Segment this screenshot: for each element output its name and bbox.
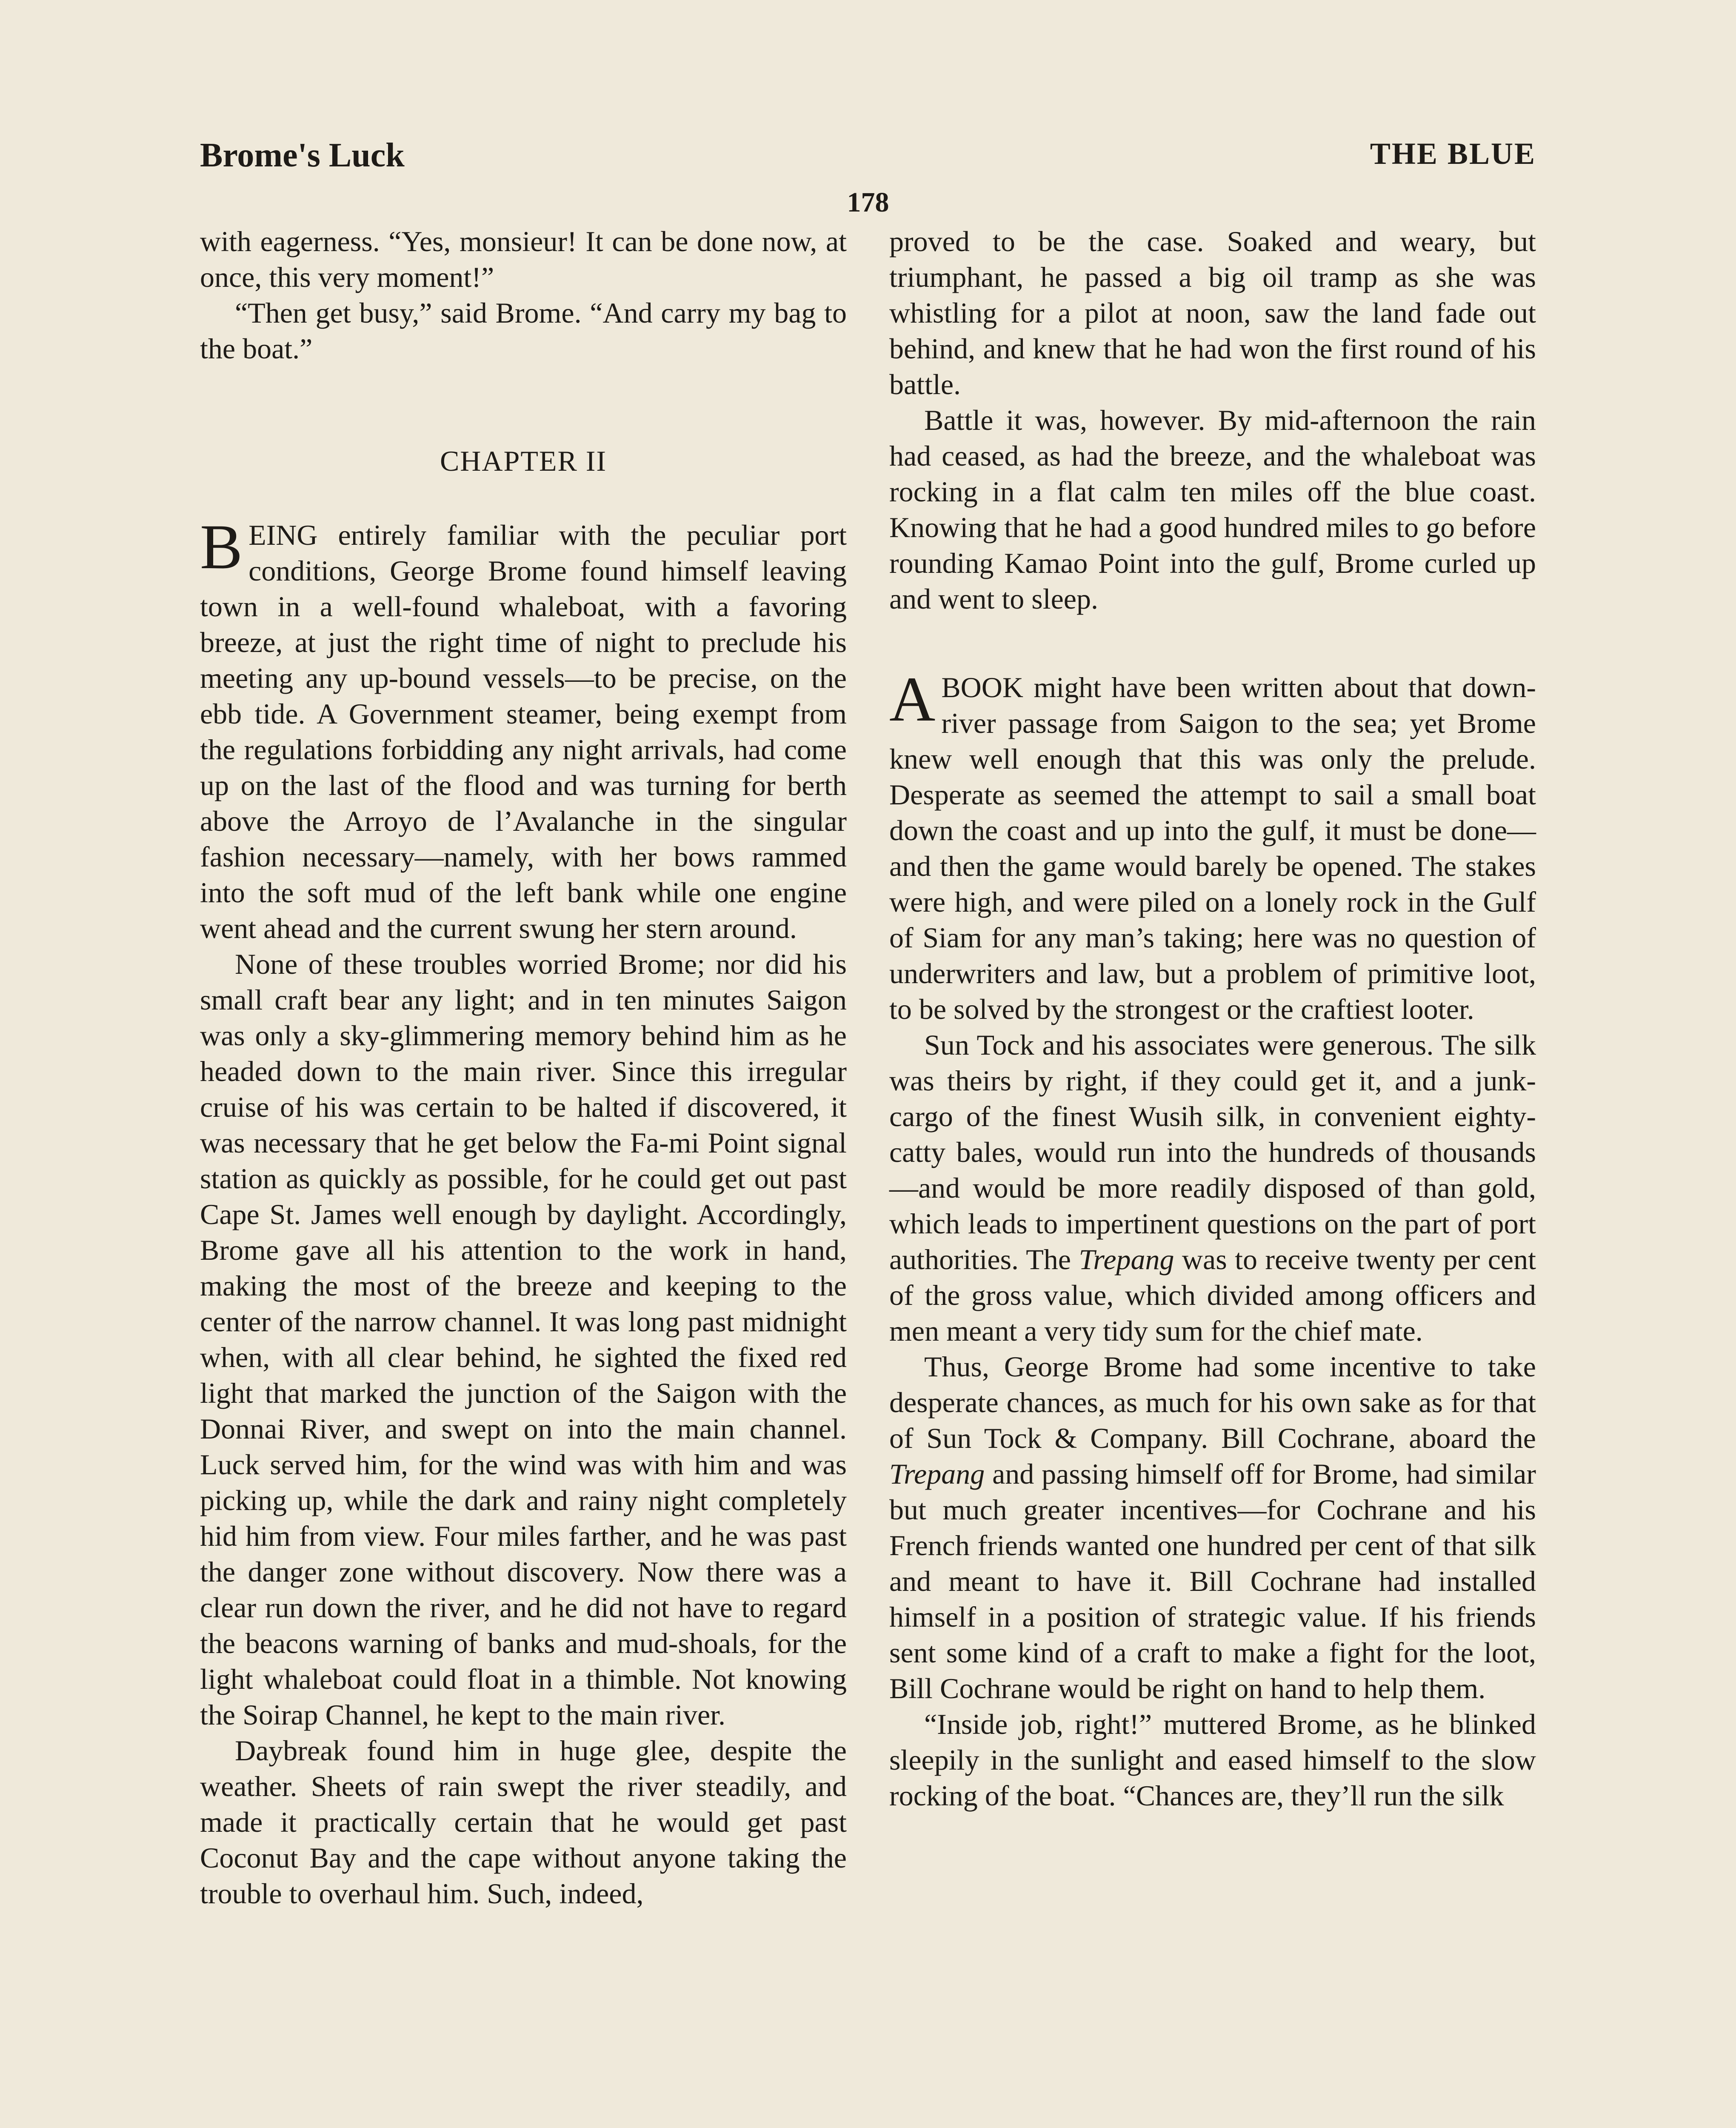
paragraph	[889, 1349, 1536, 1706]
left-column	[200, 223, 847, 1911]
paragraph-text: EING entirely familiar with the peculiar port conditions, George Brome found himself leaving town in a well-found whaleboat, with a favoring breeze, at just the right time of night to preclude his meeting any up-bound vessels—to be precise, on the ebb tide. A Government steamer, being exempt from the regulations forbidding any night arrivals, had come up on the last of the flood and was turning for berth above the Arroyo de l’Avalanche in the singular fashion necessary—namely, with her bows rammed into the soft mud of the left bank while one engine went ahead and the current swung her stern around.	[200, 519, 847, 944]
paragraph-text: was to receive twenty per cent of the gross value, which divided among officers and men meant a very tidy sum for the chief mate.	[889, 1243, 1536, 1347]
magazine-title-header: THE BLUE	[1370, 137, 1536, 171]
story-title-header: Brome's Luck	[200, 137, 405, 174]
paragraph-text: Thus, George Brome had some incentive to take desperate chances, as much for his own sake as for that of Sun Tock & Company. Bill Cochrane, aboard the	[889, 1350, 1536, 1454]
right-column	[889, 223, 1536, 1813]
paragraph-text: and passing himself off for Brome, had similar but much greater incentives—for Cochrane and his French friends wanted one hundred per cent of that silk and meant to have it. Bill Cochrane had installed himself in a position of strategic value. If his friends sent some kind of a craft to make a fight for the loot, Bill Cochrane would be right on hand to help them.	[889, 1458, 1536, 1705]
chapter-heading: CHAPTER II	[440, 445, 607, 477]
paragraph-text: BOOK might have been written about that down-river passage from Saigon to the sea; yet Brome knew well enough that this was only the prelude. Desperate as seemed the attempt to sail a small boat down the coast and up into the gulf, it must be done—and then the game would barely be opened. The stakes were high, and were piled on a lonely rock in the Gulf of Siam for any man’s taking; here was no question of underwriters and law, but a problem of primitive loot, to be solved by the strongest or the craftiest looter.	[889, 671, 1536, 1025]
paragraph: None of these troubles worried Brome; nor did his small craft bear any light; and in ten minutes Saigon was only a sky-glimmering memory behind him as he headed down to the main river. Since this irregular cruise of his was certain to be halted if discovered, it was necessary that he get below the Fa-mi Point signal station as quickly as possible, for he could get out past Cape St. James well enough by daylight. Accordingly, Brome gave all his attention to the work in hand, making the most of the breeze and keeping to the center of the narrow channel. It was long past midnight when, with all clear behind, he sighted the fixed red light that marked the junction of the Saigon with the Donnai River, and swept on into the main channel. Luck served him, for the wind was with him and was picking up, while the dark and rainy night completely hid him from view. Four miles farther, and he was past the danger zone without discovery. Now there was a clear run down the river, and he did not have to regard the beacons warning of banks and mud-shoals, for the light whaleboat could float in a thimble. Not knowing the Soirap Channel, he kept to the main river.	[200, 948, 847, 1731]
page-number: 178	[847, 187, 889, 218]
ship-name: Trepang	[1079, 1243, 1174, 1276]
paragraph: “Then get busy,” said Brome. “And carry my bag to the boat.”	[200, 297, 847, 365]
running-header	[200, 136, 1536, 187]
paragraph: Battle it was, however. By mid-afternoon the rain had ceased, as had the breeze, and the whaleboat was rocking in a flat calm ten miles off the blue coast. Knowing that he had a good hundred miles to go before rounding Kamao Point into the gulf, Brome curled up and went to sleep.	[889, 404, 1536, 615]
paragraph: with eagerness. “Yes, monsieur! It can be done now, at once, this very moment!”	[200, 225, 847, 293]
drop-cap: B	[200, 512, 243, 582]
ship-name: Trepang	[889, 1458, 985, 1490]
paragraph	[889, 1027, 1536, 1349]
drop-cap: A	[889, 664, 936, 735]
paragraph: Daybreak found him in huge glee, despite the weather. Sheets of rain swept the river steadily, and made it practically certain that he would get past Coconut Bay and the cape without anyone taking the trouble to overhaul him. Such, indeed,	[200, 1734, 847, 1910]
paragraph-with-dropcap	[889, 664, 1536, 1027]
paragraph-with-dropcap	[200, 512, 847, 946]
paragraph-text: Sun Tock and his associates were generous. The silk was theirs by right, if they could get it, and a junk-cargo of the finest Wusih silk, in convenient eighty-catty bales, would run into the hundreds of thousands—and would be more readily disposed of than gold, which leads to impertinent questions on the part of port authorities. The	[889, 1029, 1536, 1276]
paragraph: “Inside job, right!” muttered Brome, as he blinked sleepily in the sunlight and eased himself to the slow rocking of the boat. “Chances are, they’ll run the silk	[889, 1708, 1536, 1812]
paragraph: proved to be the case. Soaked and weary, but triumphant, he passed a big oil tramp as she was whistling for a pilot at noon, saw the land fade out behind, and knew that he had won the first round of his battle.	[889, 225, 1536, 400]
